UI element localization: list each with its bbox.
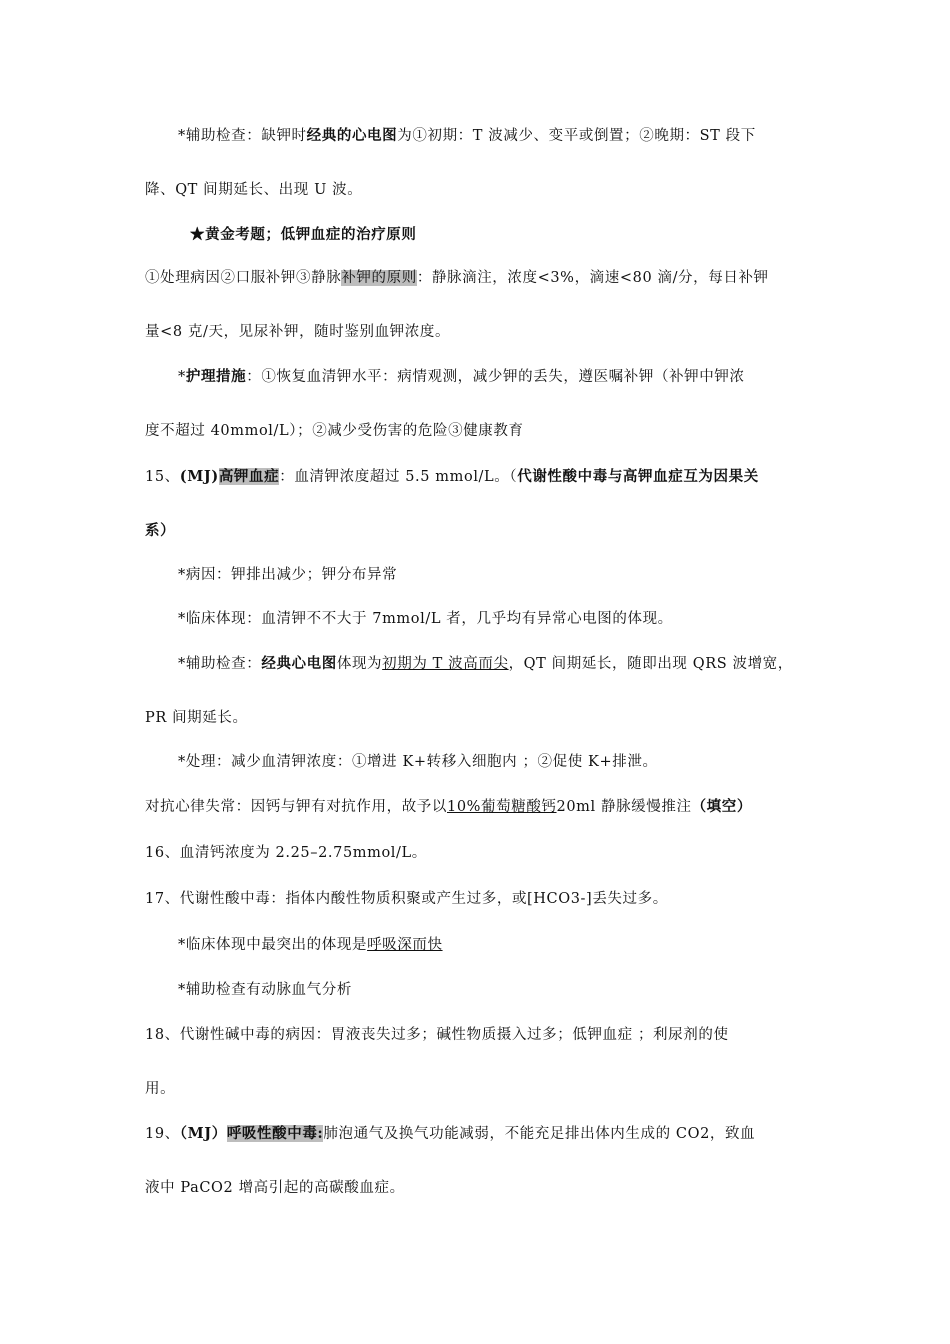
treatment-line: *处理：减少血清钾浓度：①增进 K+转移入细胞内 ；②促使 K+排泄。	[178, 754, 658, 770]
item-18-metabolic-alkalosis: 18、代谢性碱中毒的病因：胃液丧失过多；碱性物质摄入过多；低钾血症 ；利尿剂的使	[145, 1027, 729, 1043]
nursing-measures-line: *护理措施：①恢复血清钾水平：病情观测，减少钾的丢失，遵医嘱补钾（补钾中钾浓	[178, 368, 745, 385]
treatment-principle-continued: 量<8 克/天，见尿补钾，随时鉴别血钾浓度。	[145, 324, 451, 340]
aux-exam-ecg-continued: PR 间期延长。	[145, 710, 248, 726]
item-18-continued: 用。	[145, 1081, 176, 1097]
most-prominent-manifestation-line: *临床体现中最突出的体现是呼吸深而快	[178, 937, 443, 953]
blood-gas-line: *辅助检查有动脉血气分析	[178, 982, 352, 998]
item-16-calcium: 16、血清钙浓度为 2.25–2.75mmol/L。	[145, 845, 427, 861]
item-15-hyperkalemia: 15、(MJ)高钾血症：血清钾浓度超过 5.5 mmol/L。（代谢性酸中毒与高钾血症互为因果关	[145, 468, 759, 485]
item-15-continued: 系）	[145, 522, 176, 539]
golden-topic-heading: ★黄金考题；低钾血症的治疗原则	[190, 226, 417, 243]
aux-exam-continued: 降、QT 间期延长、出现 U 波。	[145, 182, 363, 198]
item-17-metabolic-acidosis: 17、代谢性酸中毒：指体内酸性物质积聚或产生过多，或[HCO3-]丢失过多。	[145, 891, 668, 907]
item-19-respiratory-acidosis: 19、（MJ）呼吸性酸中毒:肺泡通气及换气功能减弱，不能充足排出体内生成的 CO2，致血	[145, 1125, 756, 1142]
clinical-manifestation-line: *临床体现：血清钾不不大于 7mmol/L 者，几乎均有异常心电图的体现。	[178, 611, 673, 627]
etiology-line: *病因：钾排出减少；钾分布异常	[178, 567, 398, 583]
item-19-continued: 液中 PaCO2 增高引起的高碳酸血症。	[145, 1180, 405, 1196]
aux-exam-line: *辅助检查：缺钾时经典的心电图为①初期：T 波减少、变平或倒置；②晚期：ST 段下	[178, 127, 756, 144]
nursing-measures-continued: 度不超过 40mmol/L）；②减少受伤害的危险③健康教育	[145, 423, 524, 439]
aux-exam-ecg-line: *辅助检查：经典心电图体现为初期为 T 波高而尖，QT 间期延长，随即出现 QRS 波增宽，	[178, 655, 793, 672]
treatment-principle-line: ①处理病因②口服补钾③静脉补钾的原则：静脉滴注，浓度<3%，滴速<80 滴/分，每日补钾	[145, 270, 769, 286]
antiarrhythmia-line: 对抗心律失常：因钙与钾有对抗作用，故予以10%葡萄糖酸钙20ml 静脉缓慢推注（填空）	[145, 798, 752, 815]
